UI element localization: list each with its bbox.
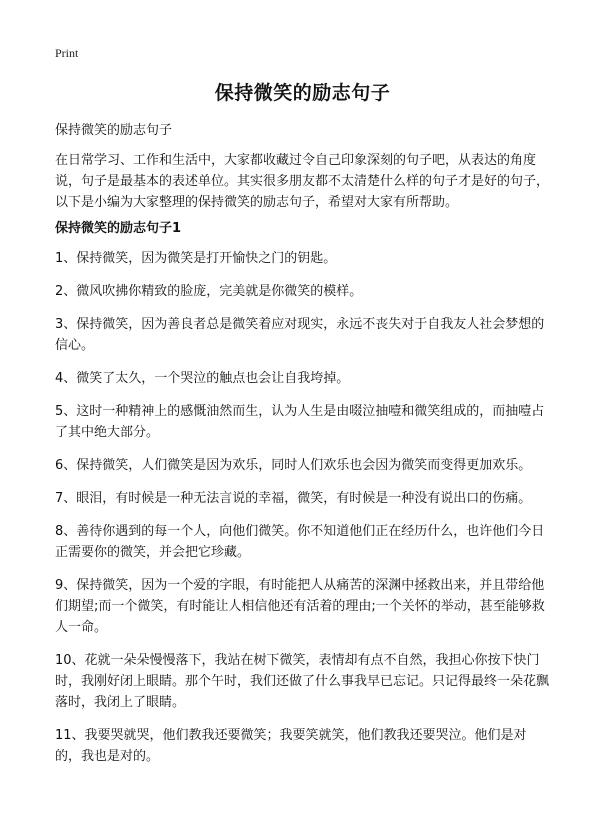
section-heading: 保持微笑的励志句子1 <box>55 221 182 236</box>
quote-item: 5、这时一种精神上的感慨油然而生，认为人生是由啜泣抽噎和微笑组成的，而抽噎占了其中绝大部分。 <box>55 404 545 440</box>
quote-item: 7、眼泪，有时候是一种无法言说的幸福，微笑，有时候是一种没有说出口的伤痛。 <box>55 491 532 506</box>
quote-item: 9、保持微笑，因为一个爱的字眼，有时能把人从痛苦的深渊中拯救出来，并且带给他们期望;而一个微笑，有时能让人相信他还有活着的理由;一个关怀的举动，甚至能够救人一命。 <box>55 578 545 635</box>
quote-item: 11、我要哭就哭，他们教我还要微笑；我要笑就笑，他们教我还要哭泣。他们是对的，我也是对的。 <box>55 728 527 764</box>
quote-list <box>55 248 550 779</box>
intro-paragraph: 在日常学习、工作和生活中，大家都收藏过令自己印象深刻的句子吧，从表达的角度说，句子是最基本的表述单位。其实很多朋友都不太清楚什么样的句子才是好的句子，以下是小编为大家整理的保持微笑的励志句子，希望对大家有所帮助。 <box>55 153 550 210</box>
quote-item: 8、善待你遇到的每一个人，向他们微笑。你不知道他们正在经历什么，也许他们今日正需要你的微笑，并会把它珍藏。 <box>55 524 545 560</box>
print-link[interactable]: Print <box>55 46 79 60</box>
quote-item: 6、保持微笑，人们微笑是因为欢乐，同时人们欢乐也会因为微笑而变得更加欢乐。 <box>55 458 532 473</box>
quote-item: 4、微笑了太久，一个哭泣的触点也会让自我垮掉。 <box>55 371 350 386</box>
quote-item: 3、保持微笑，因为善良者总是微笑着应对现实，永远不丧失对于自我友人社会梦想的信心。 <box>55 317 545 353</box>
page-title: 保持微笑的励志句子 <box>214 82 391 104</box>
quote-item: 10、花就一朵朵慢慢落下，我站在树下微笑，表情却有点不自然，我担心你按下快门时，我刚好闭上眼睛。那个午时，我们还做了什么事我早已忘记。只记得最终一朵花飘落时，我闭上了眼睛。 <box>55 653 550 710</box>
quote-item: 2、微风吹拂你精致的脸庞，完美就是你微笑的模样。 <box>55 284 363 299</box>
article-subtitle: 保持微笑的励志句子 <box>55 123 173 138</box>
quote-item: 1、保持微笑，因为微笑是打开愉快之门的钥匙。 <box>55 251 337 266</box>
